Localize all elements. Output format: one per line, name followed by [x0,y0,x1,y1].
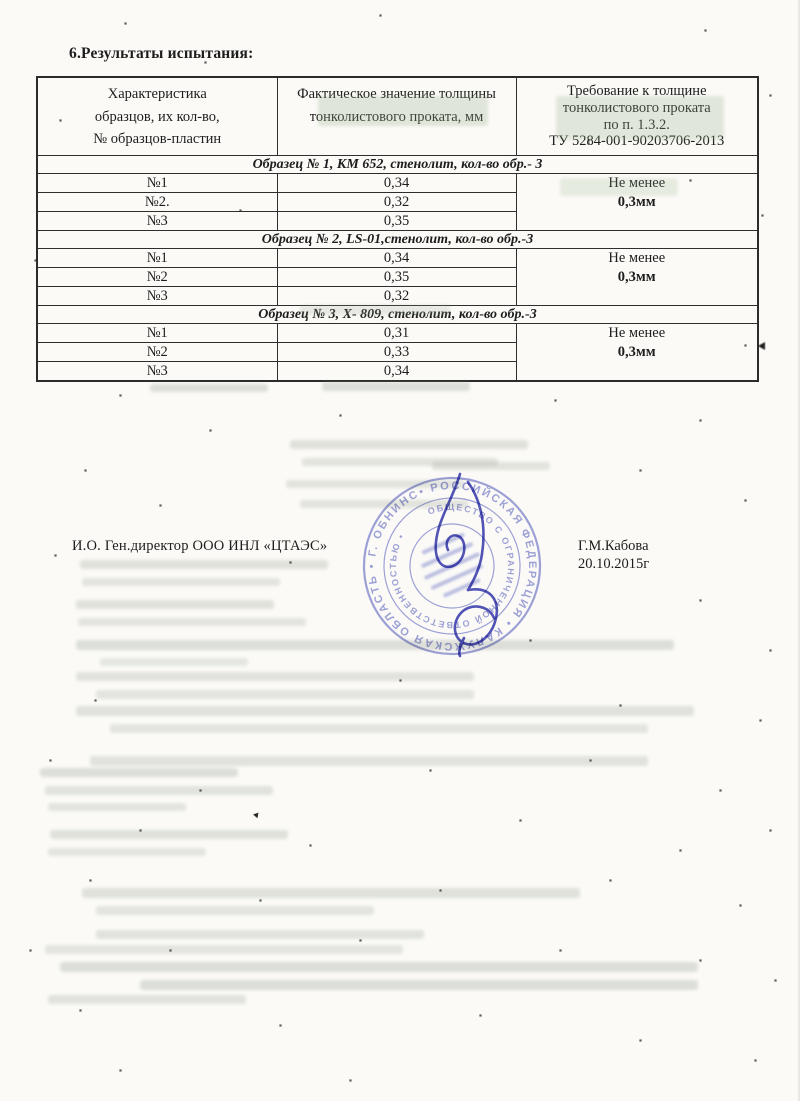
bleed-through-line [140,980,698,990]
bleed-through-line [80,560,328,569]
header-line: Требование к толщине [566,83,707,99]
requirement-cell [516,249,758,306]
table-header-cell [37,77,277,156]
sample-id-cell: №3 [37,287,277,306]
bleed-through-line [96,690,474,699]
bleed-through-line [78,618,306,626]
scan-artifact [253,812,259,818]
sample-row [37,249,758,268]
sample-id-cell: №1 [37,324,277,343]
requirement-text: Не менее [608,175,666,191]
header-line: № образцов-пластин [93,131,222,147]
bleed-through-line [82,578,280,586]
bleed-through-line [302,458,498,466]
signature-date: 20.10.2015г [578,556,650,572]
sample-row [37,324,758,343]
signature-stroke-icon [398,468,508,658]
thickness-value-cell: 0,32 [277,287,516,306]
bleed-through-line [48,995,246,1004]
bleed-through-line [45,786,273,795]
stamp-outer-ring-text: • РОССИЙСКАЯ ФЕДЕРАЦИЯ • КАЛУЖСКАЯ ОБЛАСТЬ • Г. ОБНИНСК [365,479,538,653]
sample-id-cell: №3 [37,362,277,382]
bleed-through-line [96,930,424,939]
bleed-through-line [110,724,648,733]
thickness-value-cell: 0,31 [277,324,516,343]
sample-id-cell: №1 [37,249,277,268]
thickness-value-cell: 0,32 [277,193,516,212]
sample-id-cell: №2 [37,343,277,362]
table-header-cell [516,77,758,156]
bleed-through-line [100,658,248,666]
header-line: тонколистового проката [562,99,711,116]
section-title-cell: Образец № 2, LS-01,стенолит, кол-во обр.-3 [37,231,758,249]
stamp-inner-ring-text: ОБЩЕСТВО С ОГРАНИЧЕННОЙ ОТВЕТСТВЕННОСТЬЮ • [387,501,517,631]
header-line: по п. 1.3.2. [603,116,670,133]
header-line: тонколистового проката, мм [309,108,484,125]
section-title-cell: Образец № 1, КМ 652, стенолит, кол-во обр.- 3 [37,156,758,174]
section-title: 6.Результаты испытания: [69,45,254,62]
bleed-through-line [290,440,528,449]
signer-name: Г.М.Кабова [578,538,649,554]
bleed-through-line [76,600,274,609]
requirement-cell [516,174,758,231]
bleed-through-line [82,888,580,898]
bleed-through-line [50,830,288,839]
bleed-through-line [48,848,206,856]
thickness-value-cell: 0,34 [277,174,516,193]
bleed-through-line [90,756,648,766]
requirement-value: 0,3мм [617,344,656,360]
requirement-value: 0,3мм [617,194,656,210]
section-title-cell: Образец № 3, Х- 809, стенолит, кол-во обр.-3 [37,306,758,324]
bleed-through-line [76,706,694,716]
thickness-value-cell: 0,35 [277,268,516,287]
bleed-through-line [48,803,186,811]
requirement-value: 0,3мм [617,269,656,285]
header-line: образцов, их кол-во, [94,108,220,125]
sample-id-cell: №1 [37,174,277,193]
header-line: Характеристика [107,86,207,102]
requirement-text: Не менее [608,250,666,266]
section-title-row [37,156,758,174]
sample-id-cell: №2. [37,193,277,212]
sample-id-cell: №3 [37,212,277,231]
section-title-row [37,231,758,249]
bleed-through-line [60,962,698,972]
sample-row [37,174,758,193]
bleed-through-line [45,945,403,954]
header-line: ТУ 5284-001-90203706-2013 [549,133,725,150]
bleed-through-line [322,382,470,391]
bleed-through-line [96,906,374,915]
signer-title: И.О. Ген.директор ООО ИНЛ «ЦТАЭС» [72,538,328,554]
table-header-row [37,77,758,156]
bleed-through-line [76,672,474,681]
sample-id-cell: №2 [37,268,277,287]
thickness-value-cell: 0,35 [277,212,516,231]
thickness-value-cell: 0,34 [277,249,516,268]
requirement-cell [516,324,758,382]
bleed-through-line [40,768,238,777]
section-title-row [37,306,758,324]
scan-artifact [758,342,765,350]
header-line: Фактическое значение толщины [297,86,496,102]
thickness-value-cell: 0,33 [277,343,516,362]
table-header-cell [277,77,516,156]
results-table [36,76,757,382]
thickness-value-cell: 0,34 [277,362,516,382]
handwritten-signature [398,468,508,658]
requirement-text: Не менее [608,325,666,341]
scan-noise [0,0,1,1]
bleed-through-line [150,384,268,392]
